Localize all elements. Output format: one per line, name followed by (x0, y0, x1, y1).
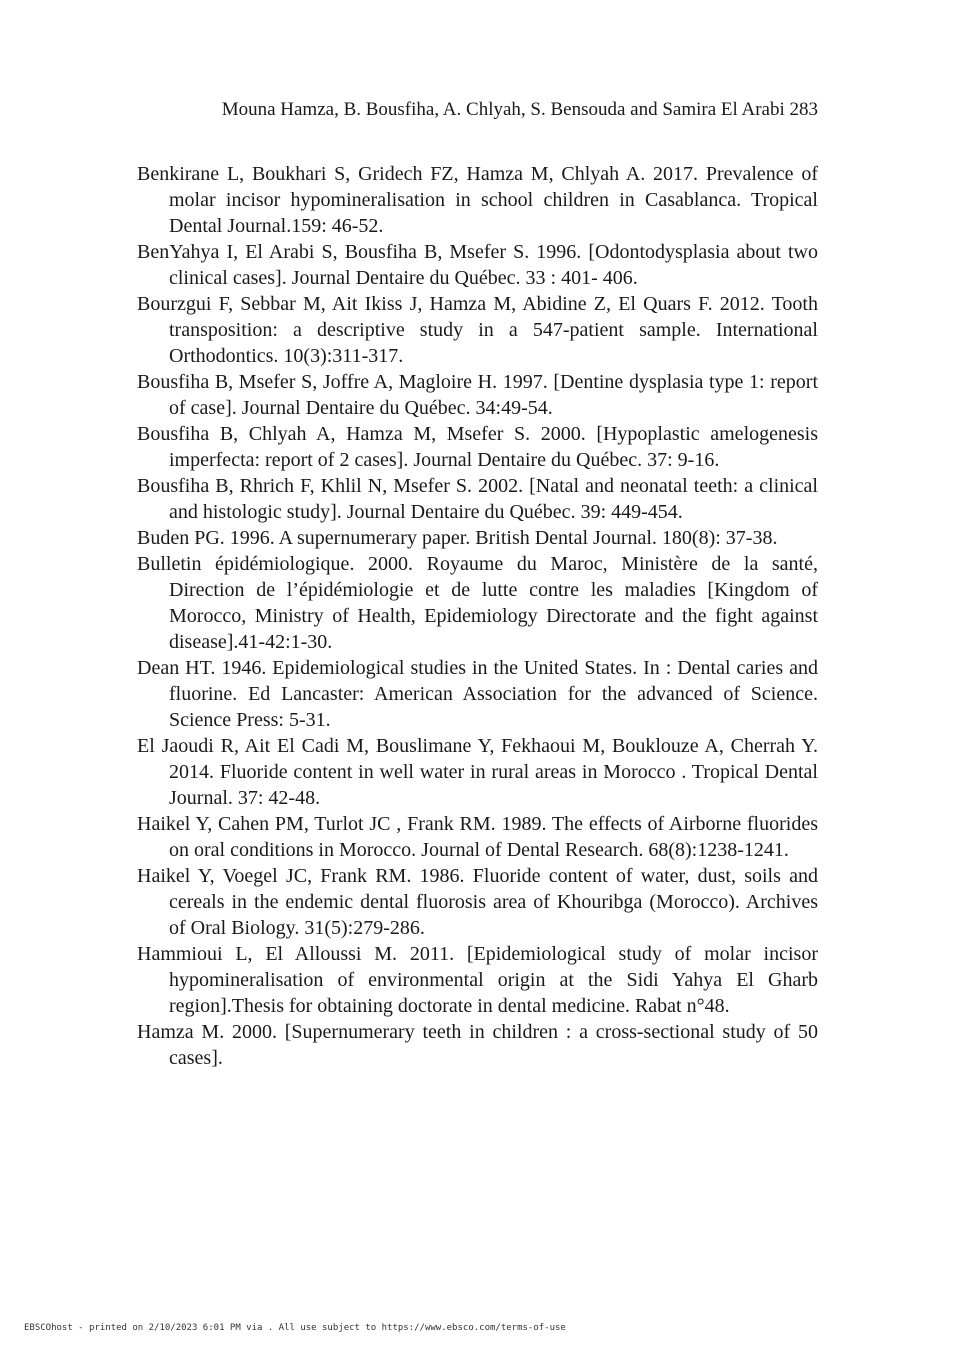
reference-item: Bourzgui F, Sebbar M, Ait Ikiss J, Hamza M, Abidine Z, El Quars F. 2012. Tooth transposition: a descriptive study in a 547-patient sample. International Orthodontics. 10(3):311-317. (137, 293, 818, 367)
reference-item: Hamza M. 2000. [Supernumerary teeth in children : a cross-sectional study of 50 cases]. (137, 1021, 818, 1069)
reference-item: Bousfiha B, Chlyah A, Hamza M, Msefer S. 2000. [Hypoplastic amelogenesis imperfecta: report of 2 cases]. Journal Dentaire du Québec. 37: 9-16. (137, 423, 818, 471)
reference-item: Dean HT. 1946. Epidemiological studies in the United States. In : Dental caries and fluorine. Ed Lancaster: American Association for the advanced of Science. Science Press: 5-31. (137, 657, 818, 731)
reference-item: Haikel Y, Cahen PM, Turlot JC , Frank RM. 1989. The effects of Airborne fluorides on oral conditions in Morocco. Journal of Dental Research. 68(8):1238-1241. (137, 813, 818, 861)
reference-item: Benkirane L, Boukhari S, Gridech FZ, Hamza M, Chlyah A. 2017. Prevalence of molar incisor hypomineralisation in school children in Casablanca. Tropical Dental Journal.159: 46-52. (137, 163, 818, 237)
reference-item: Haikel Y, Voegel JC, Frank RM. 1986. Fluoride content of water, dust, soils and cereals in the endemic dental fluorosis area of Khouribga (Morocco). Archives of Oral Biology. 31(5):279-286. (137, 865, 818, 939)
reference-item: Bousfiha B, Msefer S, Joffre A, Magloire H. 1997. [Dentine dysplasia type 1: report of case]. Journal Dentaire du Québec. 34:49-54. (137, 371, 818, 419)
reference-list (137, 161, 818, 1071)
reference-item: Buden PG. 1996. A supernumerary paper. British Dental Journal. 180(8): 37-38. (137, 527, 778, 549)
running-header: Mouna Hamza, B. Bousfiha, A. Chlyah, S. Bensouda and Samira El Arabi 283 (221, 99, 818, 120)
reference-item: El Jaoudi R, Ait El Cadi M, Bouslimane Y, Fekhaoui M, Bouklouze A, Cherrah Y. 2014. Fluoride content in well water in rural areas in Morocco . Tropical Dental Journal. 37: 42-48. (137, 735, 818, 809)
reference-item: Hammioui L, El Alloussi M. 2011. [Epidemiological study of molar incisor hypomineralisation of environmental origin at the Sidi Yahya El Gharb region].Thesis for obtaining doctorate in dental medicine. Rabat n°48. (137, 943, 818, 1017)
reference-item: Bousfiha B, Rhrich F, Khlil N, Msefer S. 2002. [Natal and neonatal teeth: a clinical and histologic study]. Journal Dentaire du Québec. 39: 449-454. (137, 475, 818, 523)
reference-item: Bulletin épidémiologique. 2000. Royaume du Maroc, Ministère de la santé, Direction de l’épidémiologie et de lutte contre les maladies [Kingdom of Morocco, Ministry of Health, Epidemiology Directorate and the fight against disease].41-42:1-30. (137, 553, 818, 653)
print-notice-footer: EBSCOhost - printed on 2/10/2023 6:01 PM via . All use subject to https://www.ebsco.com/terms-of-use (24, 1323, 566, 1333)
reference-item: BenYahya I, El Arabi S, Bousfiha B, Msefer S. 1996. [Odontodysplasia about two clinical cases]. Journal Dentaire du Québec. 33 : 401- 406. (137, 241, 818, 289)
